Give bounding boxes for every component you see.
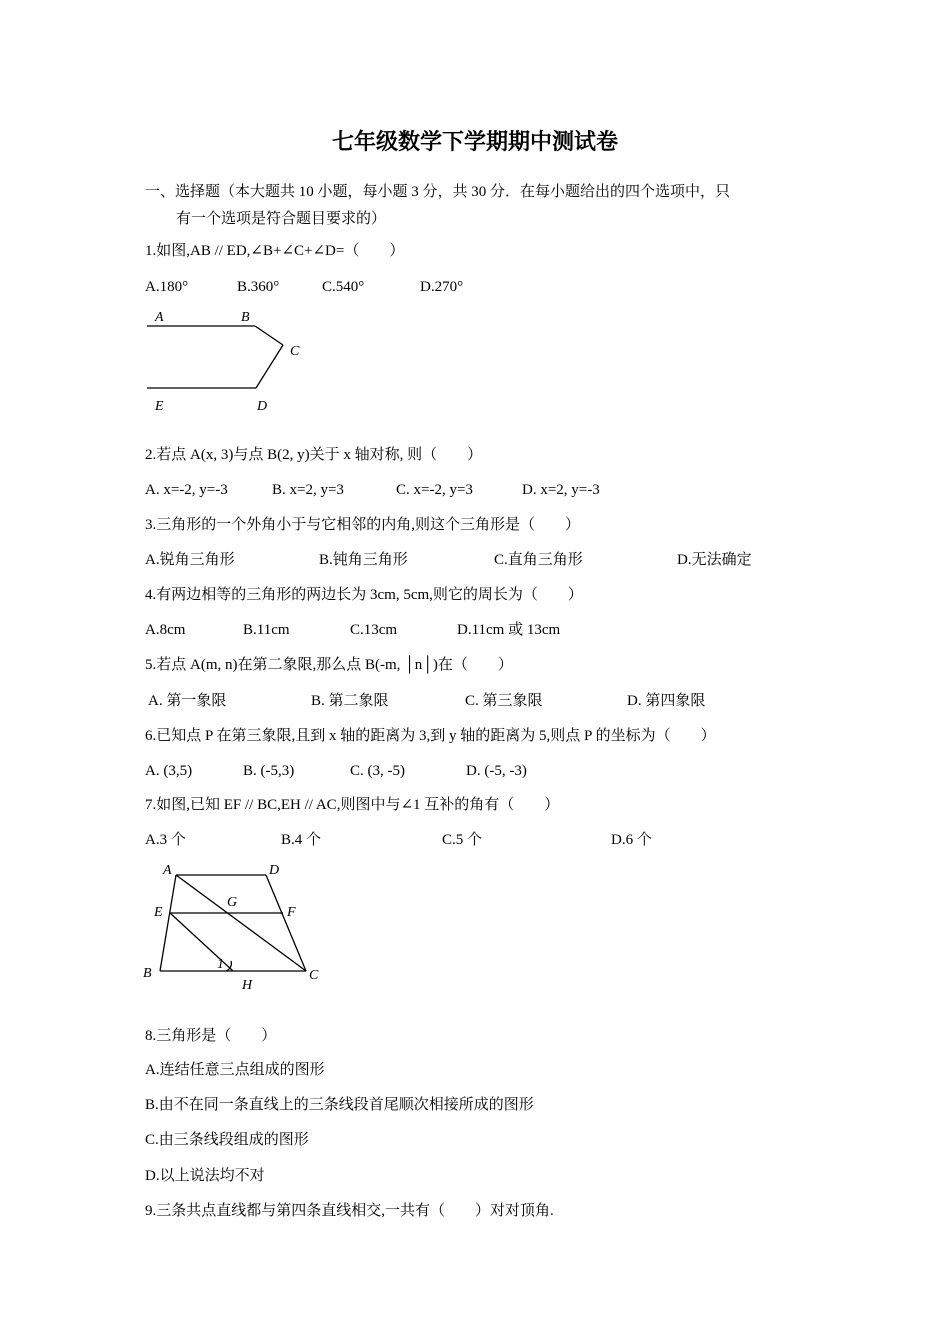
q5-option-b: B. 第二象限 (311, 693, 389, 709)
q6-option-d: D. (-5, -3) (466, 763, 527, 779)
line-bc (255, 326, 283, 345)
question-4: 4.有两边相等的三角形的两边长为 3cm, 5cm,则它的周长为（ ） (145, 587, 583, 603)
question-6: 6.已知点 P 在第三象限,且到 x 轴的距离为 3,到 y 轴的距离为 5,则点 P 的坐标为（ ） (145, 728, 716, 744)
question-7: 7.如图,已知 EF // BC,EH // AC,则图中与∠1 互补的角有（ ） (145, 797, 560, 813)
q1-option-d: D.270° (420, 279, 464, 295)
q6-option-a: A. (3,5) (145, 763, 193, 779)
q4-option-b: B.11cm (243, 622, 290, 638)
q2-option-b: B. x=2, y=3 (272, 482, 344, 498)
q5-option-d: D. 第四象限 (627, 693, 706, 709)
fig1-label-e: E (155, 399, 164, 414)
line-ab2 (160, 875, 176, 971)
q7-option-d: D.6 个 (611, 832, 652, 848)
figure-2 (160, 875, 306, 971)
fig1-label-a: A (155, 310, 164, 325)
q6-option-b: B. (-5,3) (243, 763, 295, 779)
q2-option-a: A. x=-2, y=-3 (145, 482, 228, 498)
q7-option-b: B.4 个 (281, 832, 322, 848)
q4-option-a: A.8cm (145, 622, 186, 638)
q6-option-c: C. (3, -5) (350, 763, 405, 779)
q4-option-c: C.13cm (350, 622, 398, 638)
fig2-label-1: 1 (217, 957, 224, 972)
fig1-label-c: C (290, 344, 300, 359)
q8-option-a: A.连结任意三点组成的图形 (145, 1062, 325, 1078)
question-9: 9.三条共点直线都与第四条直线相交,一共有（ ）对对顶角. (145, 1203, 554, 1219)
q2-option-c: C. x=-2, y=3 (396, 482, 473, 498)
section-heading-cont: 有一个选项是符合题目要求的） (176, 211, 387, 227)
q7-option-a: A.3 个 (145, 832, 186, 848)
fig1-label-b: B (241, 310, 250, 325)
q7-option-c: C.5 个 (442, 832, 483, 848)
fig2-label-d: D (269, 863, 280, 878)
fig2-label-a: A (163, 863, 172, 878)
question-2: 2.若点 A(x, 3)与点 B(2, y)关于 x 轴对称, 则（ ） (145, 447, 483, 463)
q1-option-a: A.180° (145, 279, 189, 295)
question-5: 5.若点 A(m, n)在第二象限,那么点 B(-m, │n│)在（ ） (145, 657, 513, 673)
question-1: 1.如图,AB // ED,∠B+∠C+∠D=（ ） (145, 243, 405, 259)
fig2-label-h: H (242, 978, 253, 993)
fig1-label-d: D (257, 399, 268, 414)
q8-option-c: C.由三条线段组成的图形 (145, 1132, 309, 1148)
fig2-label-b: B (143, 966, 152, 981)
q8-option-d: D.以上说法均不对 (145, 1168, 265, 1184)
q3-option-b: B.钝角三角形 (319, 552, 408, 568)
q5-option-c: C. 第三象限 (465, 693, 543, 709)
fig2-label-f: F (287, 905, 296, 920)
q3-option-c: C.直角三角形 (494, 552, 583, 568)
q1-option-b: B.360° (237, 279, 280, 295)
section-heading: 一、选择题（本大题共 10 小题，每小题 3 分，共 30 分．在每小题给出的四个选项中，只 (145, 184, 731, 200)
q4-option-d: D.11cm 或 13cm (457, 622, 561, 638)
question-8: 8.三角形是（ ） (145, 1028, 277, 1044)
line-cd (256, 345, 283, 388)
q1-option-c: C.540° (322, 279, 365, 295)
fig2-label-c: C (309, 968, 319, 983)
page-title: 七年级数学下学期期中测试卷 (331, 130, 618, 155)
q5-option-a: A. 第一象限 (148, 693, 227, 709)
fig2-label-e: E (154, 905, 163, 920)
figure-1 (147, 326, 283, 388)
q3-option-d: D.无法确定 (677, 552, 752, 568)
question-3: 3.三角形的一个外角小于与它相邻的内角,则这个三角形是（ ） (145, 517, 581, 533)
q8-option-b: B.由不在同一条直线上的三条线段首尾顺次相接所成的图形 (145, 1097, 534, 1113)
q3-option-a: A.锐角三角形 (145, 552, 235, 568)
q2-option-d: D. x=2, y=-3 (522, 482, 600, 498)
fig2-label-g: G (227, 895, 238, 910)
